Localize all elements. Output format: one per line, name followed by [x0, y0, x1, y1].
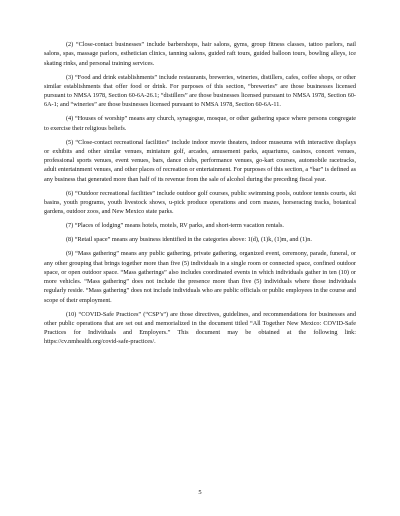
paragraph-mass-gathering: (9) “Mass gathering” means any public gathering, private gathering, organized event, ceremony, parade, funeral, or any other grouping that brings together more than five (5) individuals in a single room or connected space, confined outdoor space, or open outdoor space. “Mass gatherings” also includes coordinated events in which individuals gather in ten (10) or more vehicles. “Mass gathering” does not include the presence more than five (5) individuals where those individuals regularly reside. “Mass gathering” does not include individuals who are public officials or public employees in the course and scope of their employment. — [44, 250, 356, 304]
paragraph-outdoor-recreational: (6) “Outdoor recreational facilities” include outdoor golf courses, public swimming pools, outdoor tennis courts, ski basins, youth programs, youth livestock shows, u-pick produce operations and corn mazes, horseracing tracks, botanical gardens, outdoor zoos, and New Mexico state parks. — [44, 189, 356, 216]
document-body — [44, 40, 356, 351]
paragraph-covid-safe-practices: (10) “COVID-Safe Practices” (“CSP’s”) are those directives, guidelines, and recommendations for businesses and other public operations that are set out and memorialized in the document titled “All Together New Mexico: COVID-Safe Practices for Individuals and Employers.” This document may be obtained at the following link: https://cv.nmhealth.org/covid-safe-practices/. — [44, 310, 356, 346]
paragraph-close-contact-recreational: (5) “Close-contact recreational facilities” include indoor movie theaters, indoor museums with interactive displays or exhibits and other similar venues, miniature golf, arcades, amusement parks, aquariums, casinos, concert venues, professional sports venues, event venues, bars, dance clubs, performance venues, go-kart courses, automobile racetracks, adult entertainment venues, and other places of recreation or entertainment. For purposes of this section, a “bar” is defined as any business that generated more than half of its revenue from the sale of alcohol during the preceding fiscal year. — [44, 138, 356, 183]
paragraph-houses-of-worship: (4) “Houses of worship” means any church, synagogue, mosque, or other gathering space where persons congregate to exercise their religious beliefs. — [44, 115, 356, 132]
page-number: 5 — [198, 489, 202, 496]
paragraph-retail-space: (8) “Retail space” means any business identified in the categories above: 1(d), (1)k, (1)m, and (1)n. — [66, 236, 312, 244]
paragraph-places-of-lodging: (7) “Places of lodging” means hotels, motels, RV parks, and short-term vacation rentals. — [66, 222, 284, 230]
paragraph-food-and-drink: (3) “Food and drink establishments” include restaurants, breweries, wineries, distillers, cafes, coffee shops, or other similar establishments that offer food or drink. For purposes of this section, “breweries” are those businesses licensed pursuant to NMSA 1978, Section 60-6A-26.1; “distillers” are those businesses licensed pursuant to NMSA 1978, Section 60-6A-1; and “wineries” are those businesses licensed pursuant to NMSA 1978, Section 60-6A-11. — [44, 73, 356, 109]
paragraph-close-contact-businesses: (2) “Close-contact businesses” include barbershops, hair salons, gyms, group fitness classes, tattoo parlors, nail salons, spas, massage parlors, esthetician clinics, tanning salons, guided raft tours, guided balloon tours, bowling alleys, ice skating rinks, and personal training services. — [44, 41, 356, 67]
